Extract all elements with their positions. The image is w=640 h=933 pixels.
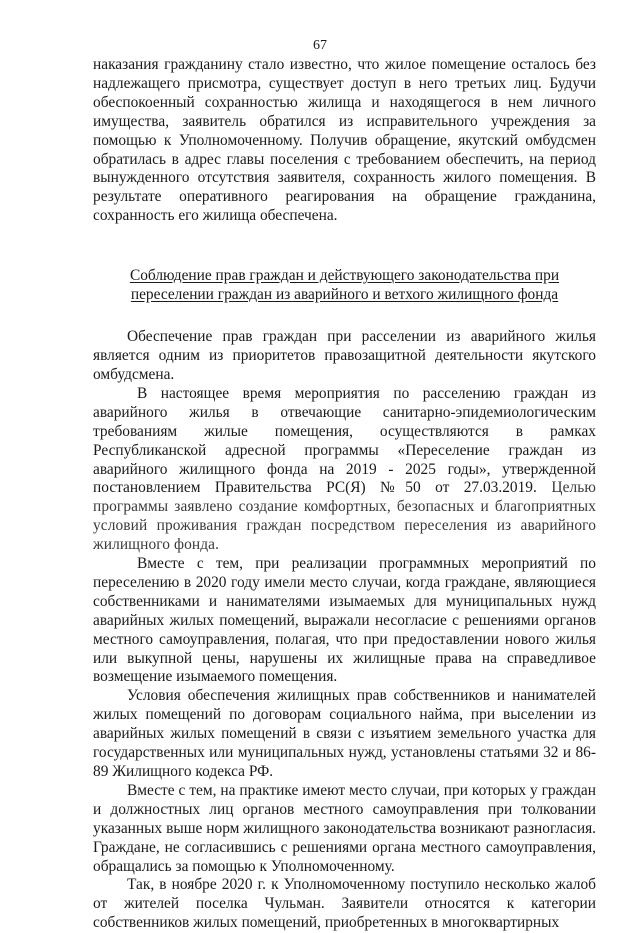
section-heading-line-2: переселении граждан из аварийного и ветхого жилищного фонда [130, 286, 559, 304]
paragraph-complaints: Так, в ноябре 2020 г. к Уполномоченному поступило несколько жалоб от жителей поселка Чульман. Заявители относятся к категории собственников жилых помещений, приобретенных в многоквартирных [93, 876, 596, 932]
paragraph-disagreement: Вместе с тем, при реализации программных мероприятий по переселению в 2020 году имели место случаи, когда граждане, являющиеся собственниками и нанимателями изымаемых для муниципальных нужд аварийных жилых помещений, выражали несогласие с решениями органов местного самоуправления, полагая, что при предоставлении нового жилья или выкупной цены, нарушены их жилищные права на справедливое возмещение изымаемого помещения. [93, 555, 596, 686]
paragraph-housing-code: Условия обеспечения жилищных прав собственников и нанимателей жилых помещений по договорам социального найма, при выселении из аварийных жилых помещений в связи с изъятием земельного участка для государственных или муниципальных нужд, установлены статьями 32 и 86-89 Жилищного кодекса РФ. [93, 687, 596, 780]
page-number: 67 [313, 38, 327, 53]
paragraph-program-goal: Целью программы заявлено создание комфортных, безопасных и благоприятных условий проживания граждан посредством переселения из аварийного жилищного фонда. [93, 479, 596, 554]
paragraph-practice: Вместе с тем, на практике имеют место случаи, при которых у граждан и должностных лиц органов местного самоуправления при толковании указанных выше норм жилищного законодательства возникают разногласия. Граждане, не согласившись с решениями органа местного самоуправления, обращались за помощью к Уполномоченному. [93, 781, 596, 875]
paragraph-priority: Обеспечение прав граждан при расселении из аварийного жилья является одним из приоритетов правозащитной деятельности якутского омбудсмена. [93, 328, 596, 383]
document-body [93, 56, 596, 933]
section-heading [93, 266, 596, 304]
paragraph-program [93, 385, 596, 555]
paragraph-program-main: В настоящее время мероприятия по расселению граждан из аварийного жилья в отвечающие санитарно-эпидемиологическим требованиям жилые помещения, осуществляются в рамках Республиканской адресной программы «Переселение граждан из аварийного жилищного фонда на 2019 - 2025 годы», утвержденной постановлением Правительства РС(Я) №50 от 27.03.2019. [93, 384, 596, 497]
intro-paragraph: наказания гражданину стало известно, что жилое помещение осталось без надлежащего присмотра, существует доступ в него третьих лиц. Будучи обеспокоенный сохранностью жилища и находящегося в нем личного имущества, заявитель обратился из исправительного учреждения за помощью к Уполномоченному. Получив обращение, якутский омбудсмен обратилась в адрес главы поселения с требованием обеспечить, на период вынужденного отсутствия заявителя, сохранность жилого помещения. В результате оперативного реагирования на обращение гражданина, сохранность его жилища обеспечена. [93, 56, 596, 225]
section-heading-line-1: Соблюдение прав граждан и действующего законодательства при [129, 267, 560, 285]
